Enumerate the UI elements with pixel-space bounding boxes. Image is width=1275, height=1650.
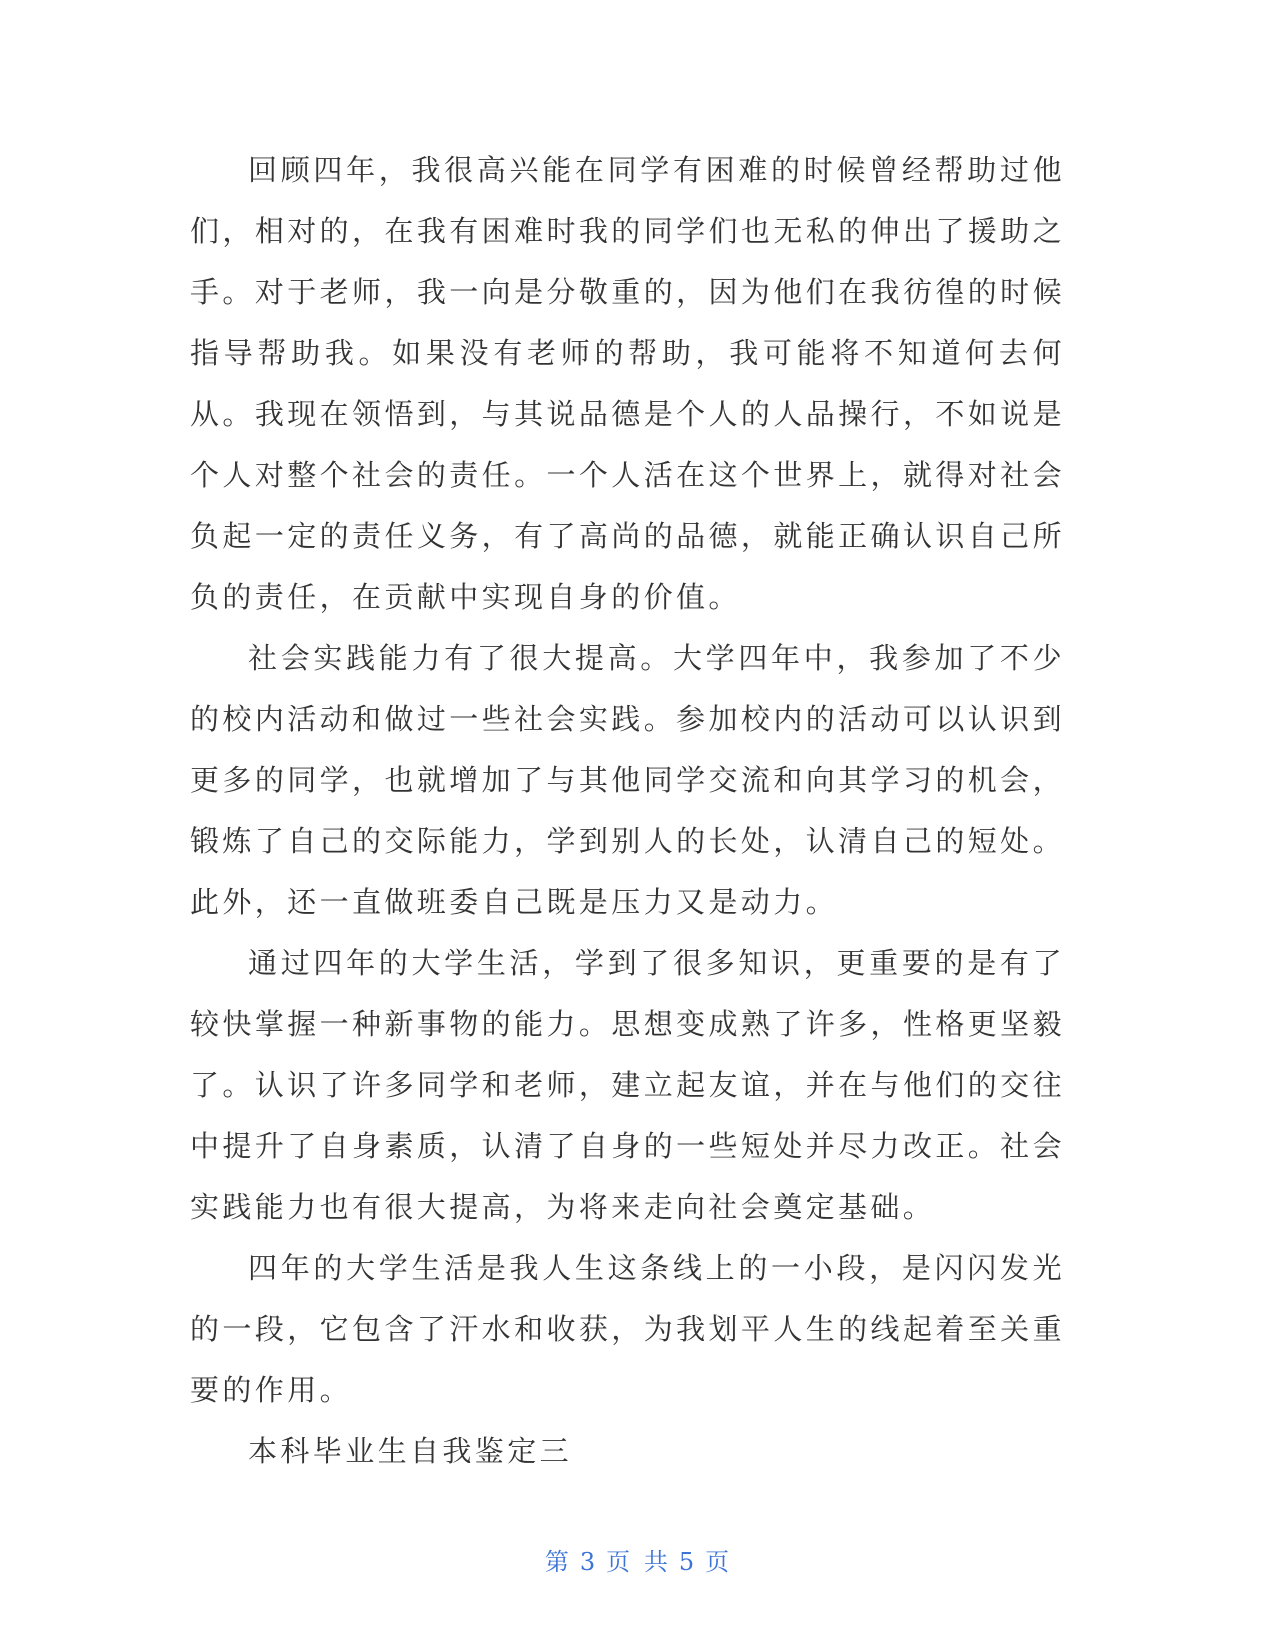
- footer-total-pages: 5: [678, 1548, 696, 1576]
- page-number-footer: [0, 1542, 1275, 1577]
- footer-total-word: 共: [643, 1548, 669, 1576]
- footer-suffix: 页: [705, 1548, 731, 1576]
- footer-current-page: 3: [579, 1548, 597, 1576]
- footer-prefix: 第: [544, 1548, 570, 1576]
- paragraph-life-segment: 四年的大学生活是我人生这条线上的一小段，是闪闪发光的一段，它包含了汗水和收获，为我划平人生的线起着至关重要的作用。: [190, 1251, 1065, 1407]
- paragraph-social-practice: 社会实践能力有了很大提高。大学四年中，我参加了不少的校内活动和做过一些社会实践。参加校内的活动可以认识到更多的同学，也就增加了与其他同学交流和向其学习的机会，锻炼了自己的交际能力，学到别人的长处，认清自己的短处。此外，还一直做班委自己既是压力又是动力。: [190, 641, 1065, 919]
- document-body: [190, 140, 1065, 1482]
- footer-page-word: 页: [606, 1548, 632, 1576]
- paragraph-four-years: 通过四年的大学生活，学到了很多知识，更重要的是有了较快掌握一种新事物的能力。思想变成熟了许多，性格更坚毅了。认识了许多同学和老师，建立起友谊，并在与他们的交往中提升了自身素质，认清了自身的一些短处并尽力改正。社会实践能力也有很大提高，为将来走向社会奠定基础。: [190, 946, 1065, 1224]
- paragraph-reflection: 回顾四年，我很高兴能在同学有困难的时候曾经帮助过他们，相对的，在我有困难时我的同学们也无私的伸出了援助之手。对于老师，我一向是分敬重的，因为他们在我彷徨的时候指导帮助我。如果没有老师的帮助，我可能将不知道何去何从。我现在领悟到，与其说品德是个人的人品操行，不如说是个人对整个社会的责任。一个人活在这个世界上，就得对社会负起一定的责任义务，有了高尚的品德，就能正确认识自己所负的责任，在贡献中实现自身的价值。: [190, 153, 1065, 614]
- section-heading: 本科毕业生自我鉴定三: [248, 1434, 573, 1468]
